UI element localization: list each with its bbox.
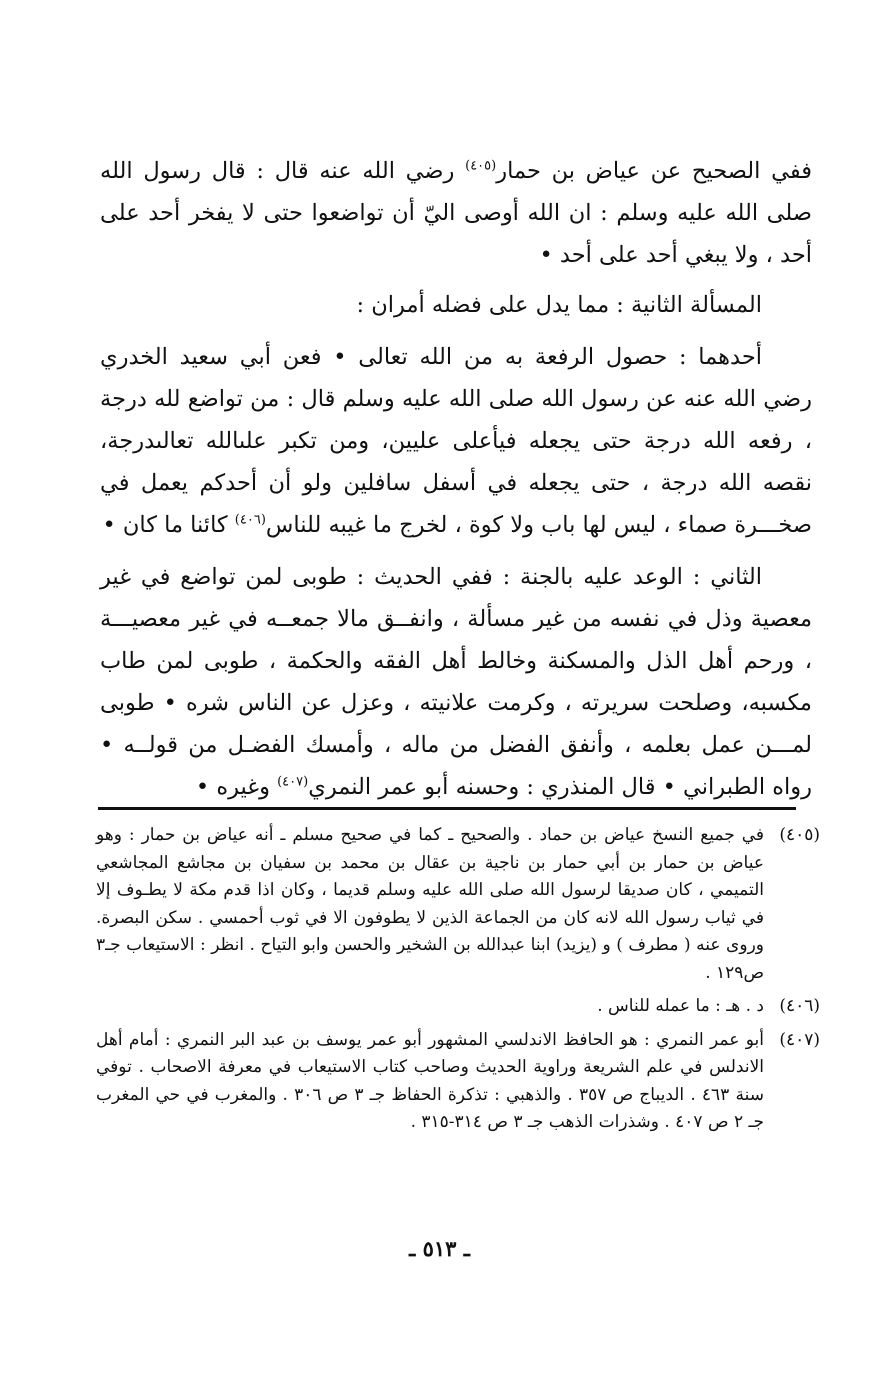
paragraph-4-text-b: وغيره • — [195, 774, 278, 800]
footnote-text: د . هـ : ما عمله للناس . — [597, 996, 764, 1016]
paragraph-1-text-b: رضي الله عنه قال : قال رسول الله صلى الله عليه وسلم : ان الله أوصى اليّ أن تواضعوا حتى لا يفخر أحد على أحد ، ولا يبغي أحد على أحد • — [100, 158, 812, 268]
footnote-text: في جميع النسخ عياض بن حماد . والصحيح ـ كما في صحيح مسلم ـ أنه عياض بن حمار : وهو عياض بن حمار بن أبي حمار بن ناجية بن عقال بن محمد بن سفيان بن مجاشع المجاشعي التميمي ، كان صديقا لرسول الله صلى الله عليه وسلم قديما ، وكان اذا قدم مكة لا يطـوف إلا في ثياب رسول الله لانه كان من الجماعة الذين لا يطوفون الا في ثوب أحمسي . سكن البصرة. وروى عنه ( مطرف ) و (يزيد) ابنا عبدالله بن الشخير والحسن وابو التياح . انظر : الاستيعاب جـ٣ ص١٢٩ . — [96, 825, 764, 983]
paragraph-4 — [100, 556, 812, 808]
footnote-405 — [96, 822, 820, 987]
paragraph-1-text-a: ففي الصحيح عن عياض بن حمار — [496, 158, 812, 184]
main-text — [100, 150, 812, 808]
paragraph-3 — [100, 336, 812, 546]
footnote-ref-406[interactable]: (٤٠٦) — [234, 512, 266, 528]
paragraph-1 — [100, 150, 812, 276]
paragraph-2: المسألة الثانية : مما يدل على فضله أمران : — [356, 292, 762, 318]
footnote-ref-405[interactable]: (٤٠٥) — [465, 158, 497, 174]
paragraph-4-text-a: الثاني : الوعد عليه بالجنة : ففي الحديث : طوبى لمن تواضع في غير معصية وذل في نفسه من غير مسألة ، وانفــق مالا جمعــه في غير معصيـــة ، ورحم أهل الذل والمسكنة وخالط أهل الفقه والحكمة ، طوبى لمن طاب مكسبه، وصلحت سريرته ، وكرمت علانيته ، وعزل عن الناس شره • طوبى لمـــن عمل بعلمه ، وأنفق الفضل من ماله ، وأمسك الفضـل من قولــه • رواه الطبراني • قال المنذري : وحسنه أبو عمر النمري — [100, 564, 812, 800]
footnote-number: (٤٠٦) — [779, 996, 820, 1016]
footnotes — [96, 822, 820, 1143]
footnote-number: (٤٠٧) — [779, 1029, 820, 1050]
footnote-407 — [96, 1027, 820, 1137]
footnote-ref-407[interactable]: (٤٠٧) — [277, 774, 309, 790]
paragraph-3-text-a: أحدهما : حصول الرفعة به من الله تعالى • فعن أبي سعيد الخدري رضي الله عنه عن رسول الله صلى الله عليه وسلم قال : من تواضع لله درجة ، رفعه الله درجة حتى يجعله فيأعلى عليين، ومن تكبر علىالله تعالىدرجة، نقصه الله درجة ، حتى يجعله في أسفل سافلين ولو أن أحدكم يعمل في صخـــرة صماء ، ليس لها باب ولا كوة ، لخرج ما غيبه للناس — [100, 344, 812, 538]
footnote-406 — [96, 993, 820, 1021]
footnote-text: أبو عمر النمري : هو الحافظ الاندلسي المشهور أبو عمر يوسف بن عبد البر النمري : أمام أهل الاندلس في علم الشريعة وراوية الحديث وصاحب كتاب الاستيعاب في معرفة الاصحاب . توفي سنة ٤٦٣ . الديباج ص ٣٥٧ . والذهبي : تذكرة الحفاظ جـ ٣ ص ٣٠٦ . والمغرب في حي المغرب جـ ٢ ص ٤٠٧ . وشذرات الذهب جـ ٣ ص ٣١٤-٣١٥ . — [96, 1029, 764, 1132]
footnote-number: (٤٠٥) — [779, 825, 820, 845]
footnote-divider — [98, 807, 796, 810]
page-number: ـ ٥١٣ ـ — [409, 1236, 470, 1261]
paragraph-3-text-b: كائنا ما كان • — [102, 512, 235, 538]
